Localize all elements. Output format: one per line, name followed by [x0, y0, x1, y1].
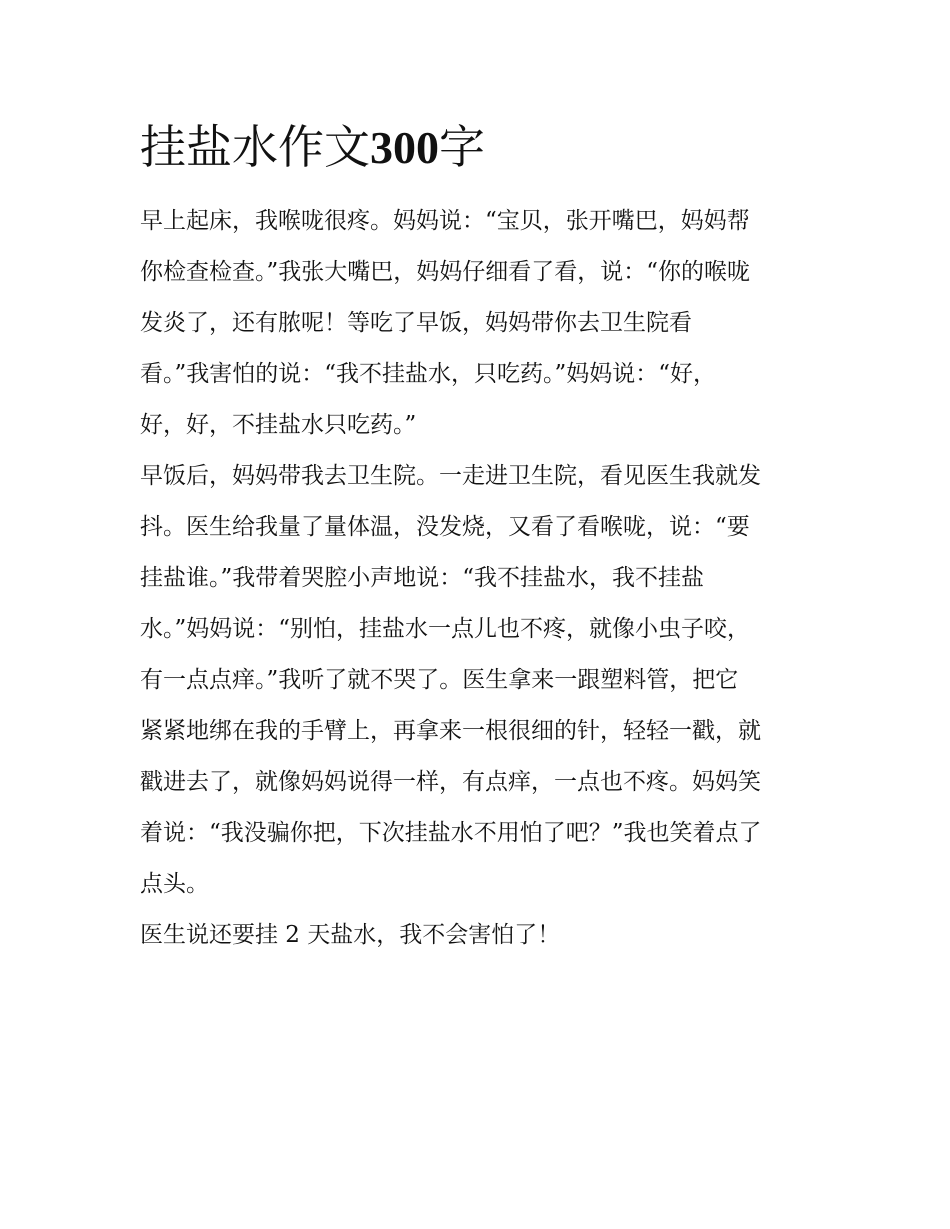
text-line: 好，好，不挂盐水只吃药。”	[140, 412, 417, 438]
text-line: 点头。	[140, 871, 209, 897]
document-body	[140, 196, 820, 961]
text-line: 早饭后，妈妈带我去卫生院。一走进卫生院，看见医生我就发	[140, 463, 761, 489]
text-line: 抖。医生给我量了量体温，没发烧，又看了看喉咙，说：“要	[140, 514, 750, 540]
text-line: 发炎了，还有脓呢！等吃了早饭，妈妈带你去卫生院看	[140, 310, 692, 336]
title-end: 字	[439, 120, 485, 174]
title-number: 300	[370, 122, 439, 173]
text-line: 医生说还要挂 2 天盐水，我不会害怕了！	[140, 922, 561, 948]
text-line: 早上起床，我喉咙很疼。妈妈说：“宝贝，张开嘴巴，妈妈帮	[140, 208, 750, 234]
text-line: 挂盐谁。”我带着哭腔小声地说：“我不挂盐水，我不挂盐	[140, 565, 705, 591]
text-line: 戳进去了，就像妈妈说得一样，有点痒，一点也不疼。妈妈笑	[140, 769, 761, 795]
text-line: 你检查检查。”我张大嘴巴，妈妈仔细看了看，说：“你的喉咙	[140, 259, 751, 285]
text-line: 着说：“我没骗你把，下次挂盐水不用怕了吧？”我也笑着点了	[140, 820, 762, 846]
title-main: 挂盐水作文	[140, 120, 370, 174]
text-line: 水。”妈妈说：“别怕，挂盐水一点儿也不疼，就像小虫子咬，	[140, 616, 751, 642]
text-line: 有一点点痒。”我听了就不哭了。医生拿来一跟塑料管，把它	[140, 667, 739, 693]
text-line: 看。”我害怕的说：“我不挂盐水，只吃药。”妈妈说：“好，	[140, 361, 717, 387]
document-title	[140, 118, 485, 177]
text-line: 紧紧地绑在我的手臂上，再拿来一根很细的针，轻轻一戳，就	[140, 718, 761, 744]
